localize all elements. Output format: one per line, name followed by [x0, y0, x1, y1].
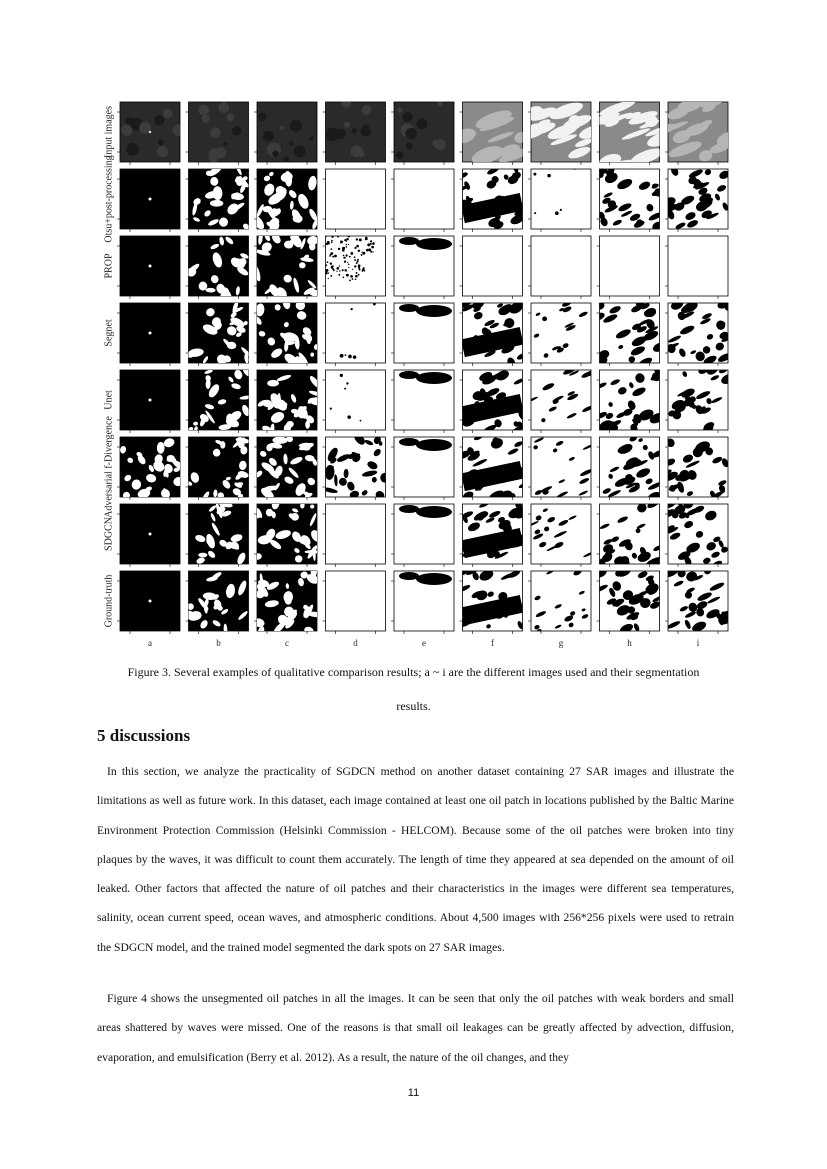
column-label: h	[627, 638, 632, 648]
column-label: f	[491, 638, 494, 648]
row-label: Segnet	[103, 319, 115, 347]
figure-panel	[597, 435, 665, 503]
column-label: g	[558, 638, 564, 648]
figure-panel	[456, 433, 530, 502]
figure-panel	[186, 164, 251, 232]
figure-panel	[250, 169, 319, 234]
figure-panel	[662, 437, 729, 500]
figure-panel	[185, 236, 249, 301]
figure-panel	[323, 504, 386, 567]
row-label: Otsu+post-processing	[103, 155, 115, 243]
figure-panel	[391, 303, 454, 366]
figure-panel	[322, 431, 392, 500]
figure-panel	[117, 102, 184, 165]
figure-panel	[460, 236, 523, 299]
figure-panel	[528, 300, 591, 366]
figure-panel	[660, 165, 731, 232]
figure-panel	[597, 500, 664, 572]
figure-panel	[391, 504, 454, 567]
paragraph-1: In this section, we analyze the practicality of SGDCN method on another dataset containing 27 SAR images and illustrate the limitations as well as future work. In this dataset, each image contained at least one oil patch in locations published by the Baltic Marine Environment Protection Commission (Helsinki Commission - HELCOM). Because some of the oil patches were broken into tiny plaques by the waves, it was difficult to count them accurately. The length of time they appeared at sea depended on the amount of oil leaked. Other factors that affected the nature of oil patches and their characteristics in the images were different sea temperatures, salinity, ocean current speed, ocean waves, and atmospheric conditions. About 4,500 images with 256*256 pixels were used to retrain the SDGCN model, and the trained model segmented the dark spots on 27 SAR images.	[97, 765, 734, 954]
figure-panel	[391, 169, 454, 232]
figure-caption-line-2: results.	[396, 699, 431, 713]
column-label: i	[696, 638, 700, 648]
figure-panel	[253, 231, 321, 300]
column-label: b	[216, 638, 221, 648]
page-number: 11	[407, 1087, 420, 1099]
figure-grid	[95, 96, 735, 648]
figure-panel	[254, 435, 318, 501]
column-label: c	[285, 638, 289, 648]
figure-panel	[456, 500, 529, 567]
figure-panel	[254, 370, 324, 434]
row-label: Unet	[103, 390, 115, 410]
section-heading: 5 discussions	[97, 726, 191, 745]
figure-panel	[323, 303, 386, 366]
figure-panel	[391, 437, 454, 500]
figure-panel	[457, 166, 528, 232]
figure-panel	[117, 303, 180, 366]
figure-panel	[323, 235, 386, 299]
figure-panel	[592, 165, 665, 233]
figure-panel	[528, 437, 595, 500]
figure-panel	[186, 499, 249, 567]
figure-panel	[459, 368, 527, 433]
figure-panel	[581, 98, 680, 178]
figure-panel	[528, 504, 594, 567]
row-label: Ground-truth	[103, 574, 115, 628]
row-label: Adversarial f-Divergence	[103, 416, 115, 518]
figure-panel	[665, 236, 728, 299]
figure-panel	[186, 300, 254, 366]
figure-panel	[665, 364, 735, 434]
figure-panel	[186, 363, 255, 433]
figure-panel	[117, 236, 180, 299]
figure-panel	[323, 97, 386, 165]
figure-panel	[391, 571, 454, 634]
figure-panel	[186, 436, 251, 502]
figure-panel	[455, 565, 525, 634]
figure-panel	[457, 298, 528, 368]
figure-panel	[117, 169, 180, 232]
column-label: d	[353, 638, 358, 648]
row-label: Input images	[103, 106, 115, 158]
figure-panel	[528, 168, 591, 232]
figure-panel	[117, 370, 180, 433]
figure-panel	[528, 569, 591, 634]
figure-panel	[183, 571, 249, 635]
figure-panel	[664, 297, 733, 366]
figure-panel	[323, 169, 386, 232]
figure-panel	[528, 236, 591, 299]
figure-panel	[253, 297, 318, 369]
figure-panel	[593, 563, 664, 634]
figure-3	[95, 96, 735, 648]
figure-panel	[597, 236, 660, 299]
figure-panel	[391, 370, 454, 433]
figure-panel	[391, 101, 454, 165]
figure-panel	[323, 571, 386, 634]
row-label: PROP	[103, 253, 115, 279]
paragraph-2: Figure 4 shows the unsegmented oil patches in all the images. It can be seen that only the oil patches with weak borders and small areas shattered by waves were missed. One of the reasons is that small oil leakages can be greatly affected by advection, diffusion, evaporation, and emulsification (Berry et al. 2012). As a result, the nature of the oil changes, and they	[97, 992, 734, 1064]
figure-panel	[117, 571, 180, 634]
figure-panel	[663, 566, 733, 634]
figure-panel	[517, 99, 605, 165]
figure-panel	[117, 437, 186, 500]
figure-panel	[593, 298, 667, 368]
figure-panel	[663, 498, 729, 568]
figure-panel	[452, 96, 533, 171]
figure-panel	[186, 102, 249, 165]
figure-panel	[323, 370, 386, 433]
column-label: e	[422, 638, 426, 648]
figure-panel	[391, 236, 454, 299]
row-label: SDGCN	[103, 517, 115, 551]
figure-panel	[596, 365, 666, 436]
figure-panel	[254, 102, 317, 165]
figure-panel	[526, 366, 595, 433]
figure-panel	[252, 499, 323, 567]
figure-panel	[253, 564, 323, 636]
figure-caption-line-1: Figure 3. Several examples of qualitative comparison results; a ~ i are the different images used and their segmentation	[127, 665, 700, 679]
figure-panel	[654, 96, 735, 165]
figure-panel	[117, 504, 180, 567]
column-label: a	[148, 638, 152, 648]
